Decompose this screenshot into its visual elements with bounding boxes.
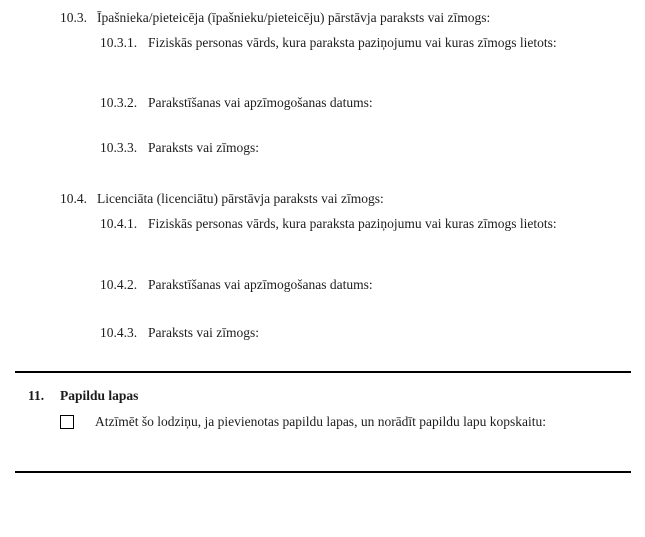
item-text: Parakstīšanas vai apzīmogošanas datums: <box>148 95 373 110</box>
divider-line-top <box>15 371 631 373</box>
item-number: 10.4.2. <box>100 277 138 292</box>
item-text: Parakstīšanas vai apzīmogošanas datums: <box>148 277 373 292</box>
section-title: Licenciāta (licenciātu) pārstāvja paraksts vai zīmogs: <box>97 191 384 206</box>
item-10-4-3 <box>100 324 630 342</box>
item-10-4-1 <box>100 215 630 233</box>
item-text: Fiziskās personas vārds, kura paraksta paziņojumu vai kuras zīmogs lietots: <box>148 35 557 50</box>
section-10-3 <box>60 9 630 27</box>
item-text: Paraksts vai zīmogs: <box>148 140 259 155</box>
item-10-3-3 <box>100 139 630 157</box>
papildu-lapas-checkbox-row <box>60 413 630 431</box>
section-number: 10.3. <box>60 10 87 25</box>
divider-line-bottom <box>15 471 631 473</box>
section-10-4 <box>60 190 630 208</box>
item-number: 10.3.3. <box>100 140 138 155</box>
item-10-4-2 <box>100 276 630 294</box>
item-10-3-2 <box>100 94 630 112</box>
item-number: 10.4.3. <box>100 325 138 340</box>
section-number: 11. <box>28 388 45 403</box>
item-text: Paraksts vai zīmogs: <box>148 325 259 340</box>
section-title: Papildu lapas <box>60 388 139 403</box>
item-number: 10.3.1. <box>100 35 138 50</box>
checkbox-label: Atzīmēt šo lodziņu, ja pievienotas papildu lapas, un norādīt papildu lapu kopskaitu: <box>95 414 547 429</box>
papildu-lapas-checkbox[interactable] <box>60 415 74 429</box>
item-number: 10.4.1. <box>100 216 138 231</box>
section-number: 10.4. <box>60 191 87 206</box>
item-text: Fiziskās personas vārds, kura paraksta paziņojumu vai kuras zīmogs lietots: <box>148 216 557 231</box>
item-10-3-1 <box>100 34 630 52</box>
item-number: 10.3.2. <box>100 95 138 110</box>
section-title: Īpašnieka/pieteicēja (īpašnieku/pieteicēju) pārstāvja paraksts vai zīmogs: <box>97 10 491 25</box>
section-11 <box>28 387 630 405</box>
